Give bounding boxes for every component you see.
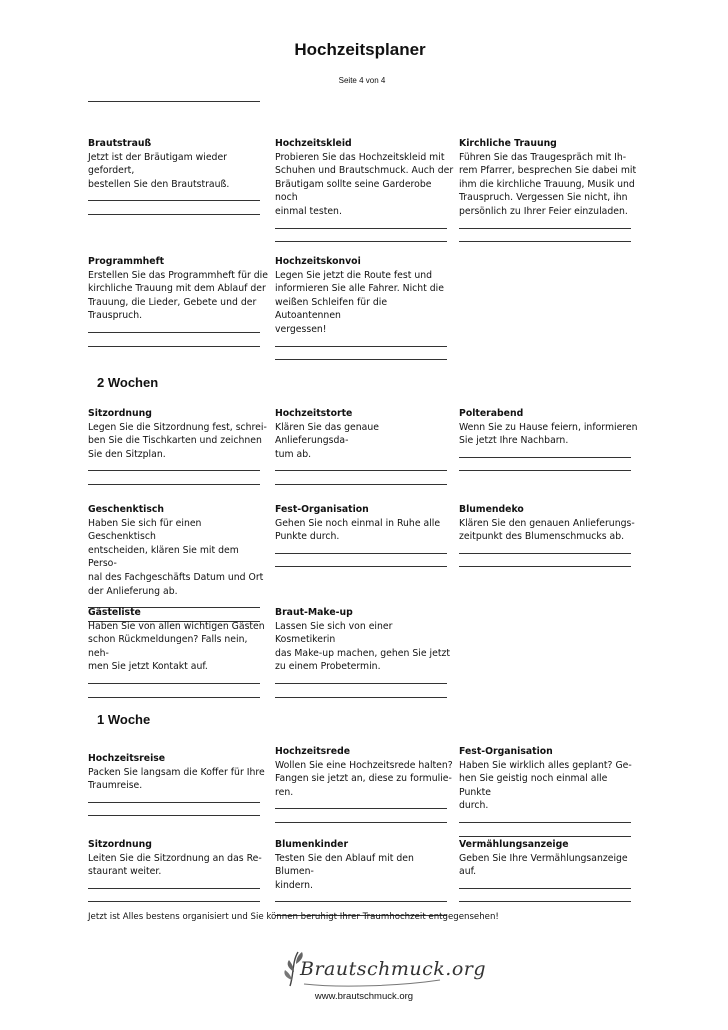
writing-line: [459, 879, 639, 893]
task-title: Geschenktisch: [88, 504, 165, 515]
brand-logo: [280, 946, 487, 992]
writing-line: [88, 191, 268, 205]
writing-line: [88, 461, 268, 475]
task-text: Testen Sie den Ablauf mit den Blumen- kindern.: [275, 852, 414, 891]
task-title: Hochzeitskleid: [275, 138, 352, 149]
task-vermaehlungsanzeige: [459, 838, 639, 906]
task-text: Führen Sie das Traugespräch mit Ih- rem Pfarrer, besprechen Sie dabei mit ihm die kirchliche Trauung, Musik und Trauspruch. Vergessen Sie nicht, ihn persönlich zu Ihrer Feier einzuladen.: [459, 151, 637, 217]
task-sitzordnung: [88, 838, 268, 906]
writing-line: [459, 813, 639, 827]
writing-line: [275, 337, 455, 351]
task-title: Blumenkinder: [275, 839, 349, 850]
writing-line: [88, 205, 268, 219]
writing-line: [275, 813, 455, 827]
writing-line: [88, 674, 268, 688]
task-hochzeitsreise: [88, 752, 268, 820]
writing-line: [88, 806, 268, 820]
writing-line: [88, 688, 268, 702]
writing-line: [275, 799, 455, 813]
writing-line: [459, 232, 639, 246]
task-hochzeitskonvoi: [275, 255, 455, 364]
task-title: Hochzeitstorte: [275, 408, 353, 419]
task-text: Legen Sie jetzt die Route fest und informieren Sie alle Fahrer. Nicht die weißen Schleifen für die Autoantennen vergessen!: [275, 269, 444, 335]
writing-line: [275, 674, 455, 688]
task-text: Jetzt ist der Bräutigam wieder gefordert, bestellen Sie den Brautstrauß.: [88, 151, 230, 190]
closing-note: Jetzt ist Alles bestens organisiert und Sie können beruhigt Ihrer Traumhochzeit entgegensehen!: [88, 912, 499, 922]
task-text: Lassen Sie sich von einer Kosmetikerin das Make-up machen, gehen Sie jetzt zu einem Probetermin.: [275, 620, 450, 673]
task-title: Hochzeitsreise: [88, 753, 166, 764]
task-blumenkinder: [275, 838, 455, 920]
task-fest-organisation: [459, 745, 639, 840]
task-title: Sitzordnung: [88, 408, 152, 419]
writing-line: [459, 544, 639, 558]
task-text: Wenn Sie zu Hause feiern, informieren Sie jetzt Ihre Nachbarn.: [459, 421, 638, 447]
writing-line: [88, 892, 268, 906]
task-fest-organisation: [275, 503, 455, 571]
writing-line: [459, 461, 639, 475]
task-title: Blumendeko: [459, 504, 524, 515]
writing-line: [459, 219, 639, 233]
task-title: Kirchliche Trauung: [459, 138, 557, 149]
task-title: Hochzeitskonvoi: [275, 256, 361, 267]
writing-line: [275, 232, 455, 246]
task-text: Leiten Sie die Sitzordnung an das Re- staurant weiter.: [88, 852, 262, 878]
task-hochzeitstorte: [275, 407, 455, 489]
task-text: Legen Sie die Sitzordnung fest, schrei- ben Sie die Tischkarten und zeichnen Sie den Sitzplan.: [88, 421, 267, 460]
task-title: Fest-Organisation: [459, 746, 553, 757]
writing-line: [88, 793, 268, 807]
writing-line: [88, 323, 268, 337]
task-title: Fest-Organisation: [275, 504, 369, 515]
task-braut-make-up: [275, 606, 455, 701]
task-title: Programmheft: [88, 256, 165, 267]
writing-line: [88, 879, 268, 893]
writing-line: [275, 544, 455, 558]
task-sitzordnung: [88, 407, 268, 489]
task-text: Erstellen Sie das Programmheft für die kirchliche Trauung mit dem Ablauf der Trauung, die Lieder, Gebete und der Trauspruch.: [88, 269, 268, 322]
task-text: Wollen Sie eine Hochzeitsrede halten? Fangen sie jetzt an, diese zu formulie- ren.: [275, 759, 453, 798]
task-blumendeko: [459, 503, 639, 571]
task-title: Sitzordnung: [88, 839, 152, 850]
writing-line: [88, 475, 268, 489]
writing-line: [88, 337, 268, 351]
writing-line: [275, 461, 455, 475]
writing-line: [275, 475, 455, 489]
writing-line: [275, 557, 455, 571]
task-kirchliche-trauung: [459, 137, 639, 246]
task-brautstrauss: [88, 137, 268, 219]
task-title: Hochzeitsrede: [275, 746, 351, 757]
writing-line: [275, 688, 455, 702]
task-text: Klären Sie das genaue Anlieferungsda- tum ab.: [275, 421, 379, 460]
writing-line: [459, 448, 639, 462]
task-text: Probieren Sie das Hochzeitskleid mit Schuhen und Brautschmuck. Auch der Bräutigam sollte seine Garderobe noch einmal testen.: [275, 151, 454, 217]
section-heading-1-woche: 1 Woche: [97, 712, 151, 727]
task-title: Braut-Make-up: [275, 607, 353, 618]
writing-line: [459, 892, 639, 906]
task-hochzeitsrede: [275, 745, 455, 827]
task-title: Polterabend: [459, 408, 524, 419]
writing-line: [88, 101, 260, 102]
task-programmheft: [88, 255, 268, 350]
task-text: Gehen Sie noch einmal in Ruhe alle Punkte durch.: [275, 517, 441, 543]
section-heading-2-wochen: 2 Wochen: [97, 375, 159, 390]
task-gaesteliste: [88, 606, 268, 701]
task-text: Klären Sie den genauen Anlieferungs- zeitpunkt des Blumenschmucks ab.: [459, 517, 635, 543]
website-url[interactable]: www.brautschmuck.org: [314, 991, 414, 1002]
writing-line: [275, 219, 455, 233]
task-hochzeitskleid: [275, 137, 455, 246]
writing-line: [275, 350, 455, 364]
logo-wordmark: Brautschmuck.org: [300, 958, 487, 980]
task-polterabend: [459, 407, 639, 475]
page-title: Hochzeitsplaner: [294, 40, 426, 59]
task-text: Packen Sie langsam die Koffer für Ihre Traumreise.: [88, 766, 265, 792]
task-text: Geben Sie Ihre Vermählungsanzeige auf.: [459, 852, 628, 878]
task-text: Haben Sie wirklich alles geplant? Ge- hen Sie geistig noch einmal alle Punkte durch.: [459, 759, 632, 812]
task-text: Haben Sie von allen wichtigen Gästen schon Rückmeldungen? Falls nein, neh- men Sie jetzt Kontakt auf.: [88, 620, 265, 673]
task-title: Vermählungsanzeige: [459, 839, 569, 850]
writing-line: [459, 557, 639, 571]
task-title: Brautstrauß: [88, 138, 152, 149]
writing-line: [275, 892, 455, 906]
page-number: Seite 4 von 4: [338, 76, 386, 85]
task-title: Gästeliste: [88, 607, 141, 618]
task-text: Haben Sie sich für einen Geschenktisch entscheiden, klären Sie mit dem Perso- nal des Fachgeschäfts Datum und Ort der Anlieferung ab.: [88, 517, 264, 597]
